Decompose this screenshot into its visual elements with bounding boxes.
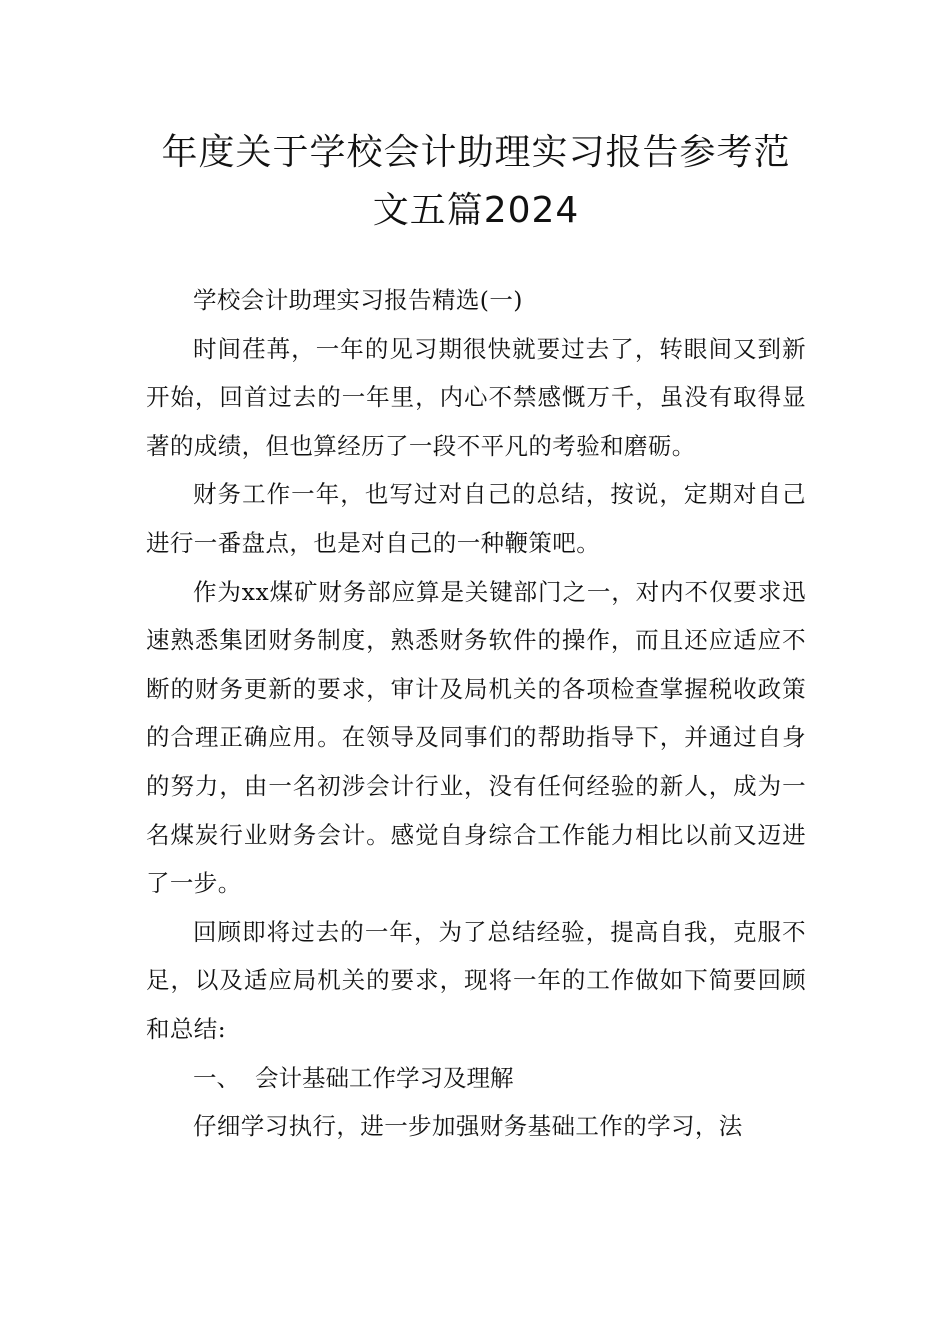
- subheading: 学校会计助理实习报告精选(一): [193, 286, 523, 314]
- section-title: 会计基础工作学习及理解: [255, 1063, 514, 1092]
- section-number: 一、: [193, 1063, 240, 1092]
- paragraph-5: 仔细学习执行，进一步加强财务基础工作的学习，法: [193, 1112, 743, 1141]
- section-heading-1: [146, 1054, 806, 1103]
- paragraph-1: 时间荏苒，一年的见习期很快就要过去了，转眼间又到新开始，回首过去的一年里，内心不禁感慨万千，虽没有取得显著的成绩，但也算经历了一段不平凡的考验和磨砺。: [146, 334, 806, 460]
- document-title: 年度关于学校会计助理实习报告参考范文五篇2024: [161, 132, 791, 231]
- paragraph-3: 作为xx煤矿财务部应算是关键部门之一，对内不仅要求迅速熟悉集团财务制度，熟悉财务软件的操作，而且还应适应不断的财务更新的要求，审计及局机关的各项检查掌握税收政策的合理正确应用。在领导及同事们的帮助指导下，并通过自身的努力，由一名初涉会计行业，没有任何经验的新人，成为一名煤炭行业财务会计。感觉自身综合工作能力相比以前又迈进了一步。: [146, 577, 806, 898]
- paragraph-2: 财务工作一年，也写过对自己的总结，按说，定期对自己进行一番盘点，也是对自己的一种鞭策吧。: [146, 480, 806, 557]
- paragraph-4: 回顾即将过去的一年，为了总结经验，提高自我，克服不足，以及适应局机关的要求，现将一年的工作做如下简要回顾和总结:: [146, 917, 806, 1043]
- document-body: [146, 276, 806, 1151]
